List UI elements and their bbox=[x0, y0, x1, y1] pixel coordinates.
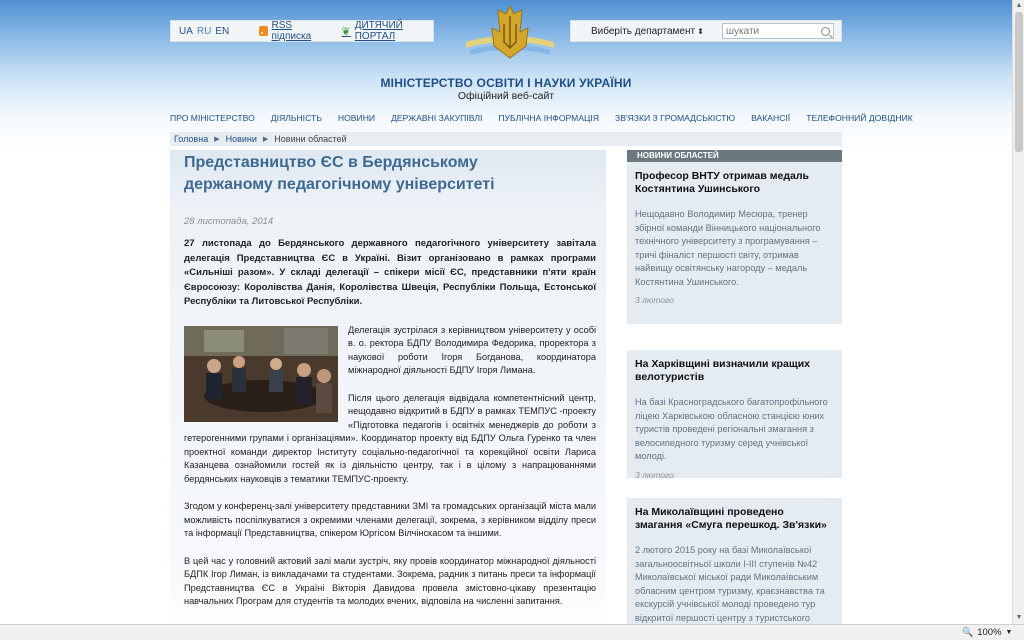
ministry-title[interactable]: МІНІСТЕРСТВО ОСВІТИ І НАУКИ УКРАЇНИ bbox=[380, 76, 632, 90]
news-text: На базі Красноградського багатопрофільного ліцею Харківською обласною станцією юних туристів проведені регіональні змагання з велосипедного туризму серед учнівської молоді. bbox=[635, 397, 828, 461]
leaf-icon: ❦ bbox=[341, 25, 351, 38]
triangle-right-icon: ▶ bbox=[262, 136, 269, 143]
breadcrumb bbox=[170, 132, 842, 146]
main-nav bbox=[170, 113, 913, 123]
regional-news-sidebar bbox=[627, 150, 842, 640]
utility-bar-left bbox=[170, 20, 434, 42]
department-label: Виберіть департамент bbox=[591, 25, 696, 37]
article-paragraph-4: В цей час у головний актовий залі мали зустріч, яку провів координатор міжнародної діяльності БДПК Ігор Лиман, із викладачами та студентами. Зокрема, радник з питань преси та інформації Представництва ЄС в Україні Вікторія Давидова провела змістовно-цікаву презентацію навчальних Програм для студентів та молодих вчених, відповіла на численні запитання. bbox=[184, 555, 596, 606]
utility-bar-right bbox=[570, 20, 842, 42]
news-date: 3 лютого bbox=[635, 469, 674, 480]
ministry-subtitle: Офіційний веб-сайт bbox=[457, 90, 555, 102]
nav-activity[interactable]: ДІЯЛЬНІСТЬ bbox=[270, 113, 322, 123]
news-card bbox=[627, 498, 842, 640]
lang-en[interactable]: EN bbox=[215, 25, 230, 37]
article-lead: 27 листопада до Бердянського державного педагогічного університету завітала делегація Представництва ЄС в Україні. Візит організовано в рамках програми «Сильніші разом». У складі делегації – спікери місії ЄС, представники п'яти країн Євросоюзу: Королівства Данія, Королівства Швеція, Республіки Польща, Естонської Республіки та Литовської Республіки. bbox=[184, 238, 596, 307]
nav-phone-directory[interactable]: ТЕЛЕФОННИЙ ДОВІДНИК bbox=[806, 113, 913, 123]
browser-status-bar bbox=[0, 624, 1024, 640]
news-title[interactable]: На Харківщині визначили кращих велотуристів bbox=[635, 358, 811, 383]
vertical-scrollbar[interactable] bbox=[1012, 0, 1024, 624]
magnifier-icon: 🔍 bbox=[962, 627, 974, 637]
department-select[interactable] bbox=[591, 26, 704, 37]
coat-of-arms-emblem bbox=[462, 2, 558, 68]
chevron-down-icon: ▼ bbox=[1005, 629, 1013, 636]
breadcrumb-news[interactable]: Новини bbox=[225, 134, 257, 144]
article-paragraph-3: Згодом у конференц-залі університету представники ЗМІ та громадських організацій міста мали можливість поспілкуватися з окремими членами делегації, зокрема, з керівником відділу преси та інформації Представництва, спікером Юргісом Вілчінскасом та іншими. bbox=[184, 501, 596, 538]
nav-public-info[interactable]: ПУБЛІЧНА ІНФОРМАЦІЯ bbox=[498, 113, 600, 123]
news-text: 2 лютого 2015 року на базі Миколаївської загальноосвітньої школи І-ІІІ ступенів №42 Миколаївської міської ради Миколаївським обласним центром туризму, краєзнавства та екскурсій учнівської молоді проведено тур відкритої першості центру з туристського bbox=[635, 545, 825, 623]
nav-news[interactable]: НОВИНИ bbox=[337, 113, 376, 123]
updown-arrow-icon: ⬍ bbox=[697, 26, 704, 36]
scroll-thumb[interactable] bbox=[1015, 12, 1023, 152]
zoom-control[interactable] bbox=[962, 627, 1012, 638]
news-title[interactable]: Професор ВНТУ отримав медаль Костянтина Ушинського bbox=[635, 170, 809, 195]
rss-icon bbox=[259, 26, 267, 36]
search-box bbox=[722, 23, 834, 39]
nav-about[interactable]: ПРО МІНІСТЕРСТВО bbox=[170, 113, 255, 123]
article-paragraph-2: Після цього делегація відвідала компетентнісний центр, нещодавно відкритий в БДПУ в рамках ТЕМПУС -проекту «Підготовка педагогів і освітніх менеджерів до роботи з гетерогенними групами і організаціями». Координатор проекту від БДПУ Ольга Гуренко та член проектної команди директор Інституту соціально-педагогічної та корекційної освіти Лариса Казанцева ознайомили гостей як із діяльністю центру, так і в цілому з напрацюваннями бердянських науковців з тематики ТЕМПУС-проекту. bbox=[184, 392, 596, 484]
article-photo[interactable] bbox=[184, 326, 338, 422]
nav-vacancies[interactable]: ВАКАНСІЇ bbox=[751, 113, 791, 123]
rss-label: RSS підписка bbox=[271, 20, 312, 42]
lang-ua[interactable]: UA bbox=[179, 25, 193, 37]
news-text: Нещодавно Володимир Месюра, тренер збірної команди Вінницького національного технічного університету з програмування – тричі фіналіст першості світу, отримав найвищу освітянську нагороду – медаль Костянтина Ушинського. bbox=[635, 209, 821, 287]
search-input[interactable] bbox=[723, 24, 819, 38]
article-title: Представництво ЄС в Бердянському держаному педагогічному університеті bbox=[184, 154, 495, 193]
news-title[interactable]: На Миколаївщині проведено змагання «Смуга перешкод. Зв'язки» bbox=[635, 506, 827, 531]
triangle-right-icon: ▶ bbox=[214, 136, 220, 143]
kids-portal-link[interactable] bbox=[342, 20, 433, 42]
kids-portal-label: ДИТЯЧИЙ ПОРТАЛ bbox=[354, 20, 403, 42]
zoom-level: 100% bbox=[977, 627, 1002, 638]
search-icon[interactable] bbox=[821, 27, 830, 36]
news-card bbox=[627, 162, 842, 324]
nav-public-relations[interactable]: ЗВ'ЯЗКИ З ГРОМАДСЬКІСТЮ bbox=[615, 113, 736, 123]
article-body bbox=[184, 324, 596, 609]
sidebar-heading: НОВИНИ ОБЛАСТЕЙ bbox=[627, 150, 842, 162]
article-paragraph-1: Делегація зустрілася з керівництвом університету у особі в. о. ректора БДПУ Володимира Федорика, проректора з наукової роботи Ігоря Богданова, координатора міжнародної діяльності БДПУ Ігоря Лимана. bbox=[348, 324, 596, 375]
scroll-up-arrow-icon[interactable]: ▲ bbox=[1015, 2, 1023, 9]
breadcrumb-current: Новини областей bbox=[274, 134, 347, 144]
lang-ru[interactable]: RU bbox=[196, 25, 212, 37]
breadcrumb-home[interactable]: Головна bbox=[174, 134, 209, 144]
article-date: 28 листопада, 2014 bbox=[184, 216, 274, 227]
news-date: 3 лютого bbox=[635, 295, 674, 305]
news-card bbox=[627, 350, 842, 478]
rss-link[interactable] bbox=[259, 20, 327, 42]
article bbox=[170, 150, 606, 640]
nav-procurement[interactable]: ДЕРЖАВНІ ЗАКУПІВЛІ bbox=[391, 113, 483, 123]
delegation-photo-image bbox=[184, 326, 338, 422]
scroll-down-arrow-icon[interactable]: ▼ bbox=[1015, 614, 1023, 621]
